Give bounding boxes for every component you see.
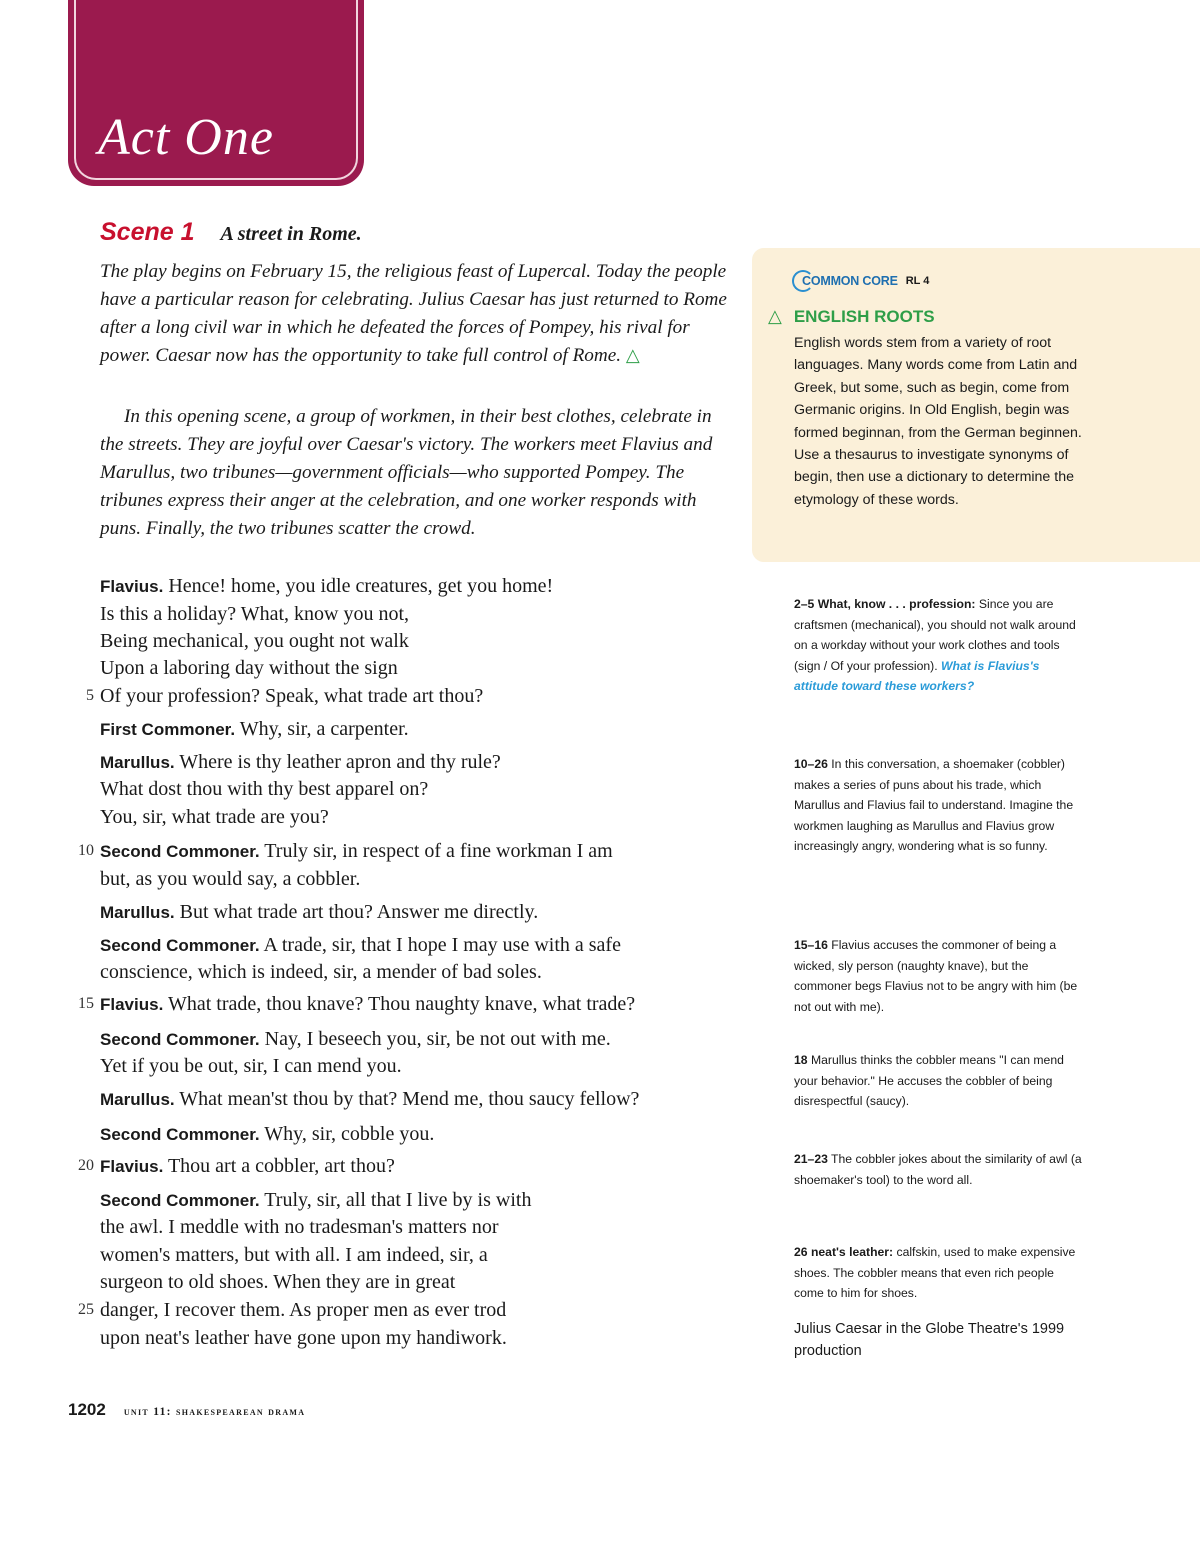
line-text: Truly sir, in respect of a fine workman I am (259, 840, 613, 862)
script-line (100, 1186, 740, 1215)
script-line (100, 572, 740, 601)
note-text: calfskin, used to make expensive shoes. The cobbler means that even rich people come to him for shoes. (794, 1245, 1076, 1300)
line-text: danger, I recover them. As proper men as ever trod (100, 1299, 507, 1321)
script-line (100, 1268, 740, 1296)
page-number: 1202 (68, 1400, 106, 1419)
script-line (100, 865, 740, 893)
line-text: A trade, sir, that I hope I may use with a safe (259, 934, 621, 956)
line-text: Being mechanical, you ought not walk (100, 630, 409, 652)
common-core-label: COMMON CORE (802, 274, 898, 288)
side-note (794, 594, 1084, 697)
line-number: 10 (78, 842, 94, 859)
line-text: What mean'st thou by that? Mend me, thou saucy fellow? (174, 1088, 640, 1110)
triangle-marker-icon: △ (625, 345, 640, 366)
speaker-name: Second Commoner. (100, 842, 260, 861)
line-number: 25 (78, 1301, 94, 1318)
scene-setting: A street in Rome. (220, 223, 362, 245)
script-line (100, 837, 740, 866)
script-line (100, 775, 740, 803)
script-line (100, 958, 740, 986)
note-ref: 21–23 (794, 1152, 828, 1166)
script-line (100, 1241, 740, 1269)
speaker-name: Flavius. (100, 995, 164, 1014)
intro-text: The play begins on February 15, the religious feast of Lupercal. Today the people have a particular reason for celebrating. Julius Caesar has just returned to Rome after a long civil war in which he defeated the forces of Pompey, his rival for power. Caesar now has the opportunity to take full control of Rome. (100, 261, 727, 366)
script-line (100, 990, 740, 1019)
script-line (100, 1052, 740, 1080)
speaker-name: Marullus. (100, 903, 175, 922)
line-text: Hence! home, you idle creatures, get you home! (163, 575, 554, 597)
english-roots-box (752, 248, 1200, 562)
speaker-name: Second Commoner. (100, 1191, 260, 1210)
script-line (100, 1213, 740, 1241)
script-line (100, 1152, 740, 1181)
common-core-standard: RL 4 (905, 275, 930, 287)
note-ref: 26 neat's leather: (794, 1245, 894, 1259)
script-line (100, 627, 740, 655)
page-footer (68, 1400, 305, 1420)
line-text: Where is thy leather apron and thy rule? (174, 751, 501, 773)
note-text: The cobbler jokes about the similarity of awl (a shoemaker's tool) to the word all. (794, 1152, 1082, 1187)
line-number: 5 (86, 687, 94, 704)
common-core-header (792, 270, 929, 292)
english-roots-header (768, 306, 935, 327)
line-text: surgeon to old shoes. When they are in great (100, 1271, 456, 1293)
note-text: In this conversation, a shoemaker (cobbler) makes a series of puns about his trade, which Marullus and Flavius fail to understand. Imagine the workmen laughing as Marullus and Flavius grow increasingly angry, wondering what is so funny. (794, 757, 1074, 853)
note-ref: 15–16 (794, 938, 828, 952)
speaker-name: Second Commoner. (100, 1125, 260, 1144)
side-note (794, 754, 1084, 857)
line-text: Nay, I beseech you, sir, be not out with me. (259, 1028, 611, 1050)
line-text: Why, sir, cobble you. (259, 1123, 435, 1145)
script-line (100, 898, 740, 927)
line-text: You, sir, what trade are you? (100, 806, 329, 828)
script-line (100, 803, 740, 831)
script-line (100, 748, 740, 777)
note-text: Flavius accuses the commoner of being a wicked, sly person (naughty knave), but the commoner begs Flavius not to be angry with him (be not out with me). (794, 938, 1078, 1014)
act-title: Act One (98, 109, 274, 166)
english-roots-title: ENGLISH ROOTS (793, 307, 935, 326)
note-ref: 18 (794, 1053, 808, 1067)
script-line (100, 600, 740, 628)
note-ref: 2–5 What, know . . . profession: (794, 597, 976, 611)
line-text: Upon a laboring day without the sign (100, 657, 398, 679)
intro-paragraph (100, 258, 730, 370)
script-line (100, 682, 740, 710)
side-note (794, 1050, 1084, 1112)
line-text: but, as you would say, a cobbler. (100, 868, 361, 890)
note-text: Marullus thinks the cobbler means "I can mend your behavior." He accuses the cobbler of being disrespectful (saucy). (794, 1053, 1064, 1108)
photo-caption: Julius Caesar in the Globe Theatre's 1999 production (794, 1321, 1065, 1359)
line-number: 15 (78, 995, 94, 1012)
side-note (794, 1149, 1084, 1190)
speaker-name: Second Commoner. (100, 1030, 260, 1049)
line-text: conscience, which is indeed, sir, a mender of bad soles. (100, 961, 542, 983)
speaker-name: Marullus. (100, 753, 175, 772)
english-roots-body: English words stem from a variety of root languages. Many words come from Latin and Greek, but some, such as begin, come from Germanic origins. In Old English, begin was formed beginnan, from the German beginnen. Use a thesaurus to investigate synonyms of begin, then use a dictionary to determine the etymology of these words. (794, 335, 1082, 508)
speaker-name: Flavius. (100, 577, 164, 596)
line-number: 20 (78, 1157, 94, 1174)
act-banner (68, 0, 364, 186)
speaker-name: Marullus. (100, 1090, 175, 1109)
script-line (100, 1025, 740, 1054)
line-text: Is this a holiday? What, know you not, (100, 603, 410, 625)
side-note (794, 935, 1084, 1017)
script-line (100, 1120, 740, 1149)
line-text: But what trade art thou? Answer me directly. (174, 901, 539, 923)
note-text: Since you are craftsmen (mechanical), you should not walk around on a workday without your work clothes and tools (sign / Of your profession). (794, 597, 1076, 673)
speaker-name: Flavius. (100, 1157, 164, 1176)
line-text: Yet if you be out, sir, I can mend you. (100, 1055, 402, 1077)
line-text: What trade, thou knave? Thou naughty knave, what trade? (163, 993, 636, 1015)
intro-paragraph: In this opening scene, a group of workmen, in their best clothes, celebrate in the streets. They are joyful over Caesar's victory. The workers meet Flavius and Marullus, two tribunes—government officials—who supported Pompey. The tribunes express their anger at the celebration, and one worker responds with puns. Finally, the two tribunes scatter the crowd. (100, 406, 713, 539)
scene-label: Scene 1 (100, 218, 195, 246)
line-text: women's matters, but with all. I am indeed, sir, a (100, 1244, 488, 1266)
speaker-name: First Commoner. (100, 720, 236, 739)
speaker-name: Second Commoner. (100, 936, 260, 955)
script-line (100, 1296, 740, 1324)
side-note (794, 1242, 1084, 1304)
scene-heading (100, 218, 362, 247)
note-ref: 10–26 (794, 757, 828, 771)
script-line (100, 654, 740, 682)
note-question: What is Flavius's attitude toward these workers? (794, 658, 1040, 693)
triangle-marker-icon: △ (768, 306, 782, 327)
line-text: Thou art a cobbler, art thou? (163, 1155, 395, 1177)
line-text: What dost thou with thy best apparel on? (100, 778, 429, 800)
script-line (100, 1085, 740, 1114)
script-line (100, 1324, 740, 1352)
line-text: upon neat's leather have gone upon my handiwork. (100, 1327, 507, 1349)
line-text: the awl. I meddle with no tradesman's matters nor (100, 1216, 499, 1238)
script-line (100, 715, 740, 744)
unit-label: unit 11: shakespearean drama (123, 1406, 306, 1418)
line-text: Why, sir, a carpenter. (235, 718, 409, 740)
line-text: Of your profession? Speak, what trade art thou? (100, 685, 484, 707)
line-text: Truly, sir, all that I live by is with (259, 1189, 532, 1211)
script-line (100, 931, 740, 960)
